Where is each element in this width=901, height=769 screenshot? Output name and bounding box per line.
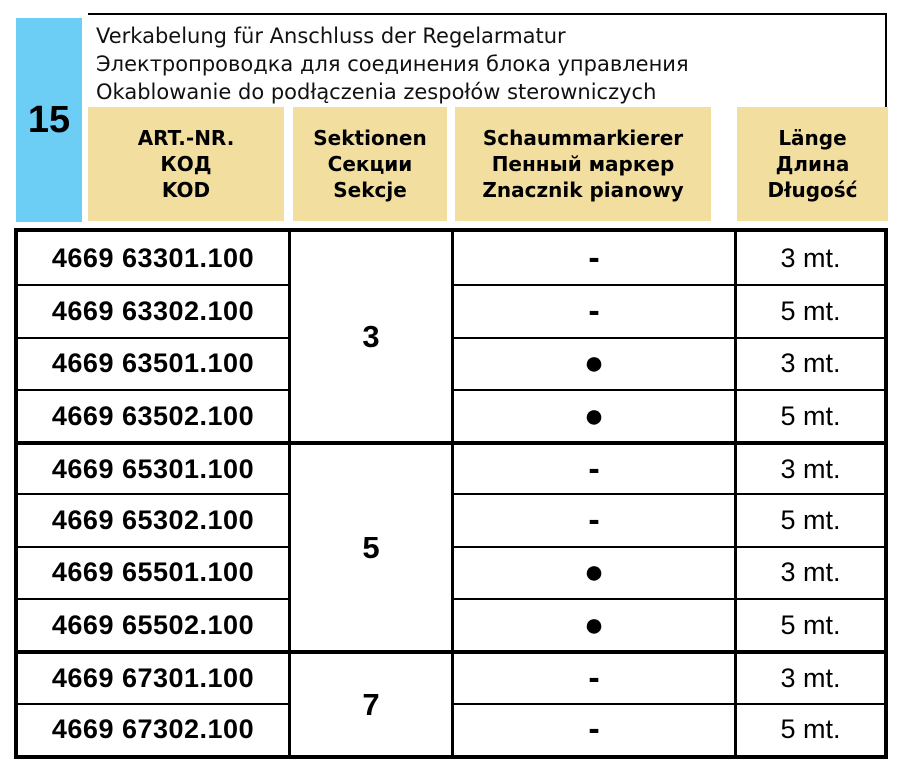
column-header-foam-marker-de: Schaummarkierer xyxy=(482,126,684,150)
foam-marker-cell: ● xyxy=(451,598,734,650)
length-cell: 3 mt. xyxy=(734,232,884,284)
column-header-length xyxy=(737,107,888,221)
column-header-foam-marker-ru: Пенный маркер xyxy=(491,152,675,176)
column-header-sections-pl: Sekcje xyxy=(333,178,407,202)
art-number-cell: 4669 65501.100 xyxy=(18,546,288,598)
length-cell: 3 mt. xyxy=(734,650,884,702)
page-index-tab xyxy=(16,18,82,222)
column-header-sections-de: Sektionen xyxy=(313,126,427,150)
length-cell: 5 mt. xyxy=(734,598,884,650)
column-header-artnr-de: ART.-NR. xyxy=(137,126,235,150)
column-header-sections xyxy=(293,107,447,221)
page-index-number: 15 xyxy=(27,98,71,141)
length-cell: 5 mt. xyxy=(734,284,884,336)
art-number-cell: 4669 63301.100 xyxy=(51,242,255,273)
art-number-cell: 4669 63501.100 xyxy=(18,337,288,389)
art-number-cell: 4669 67302.100 xyxy=(18,703,288,755)
foam-marker-cell: - xyxy=(451,650,734,702)
section-cell: 3 xyxy=(288,232,451,441)
column-header-artnr xyxy=(88,107,284,221)
section-cell: 7 xyxy=(288,650,451,755)
art-number-cell: 4669 63302.100 xyxy=(18,284,288,336)
column-header-foam-marker xyxy=(455,107,711,221)
title-line-de: Verkabelung für Anschluss der Regelarmatur xyxy=(96,24,566,48)
length-cell: 5 mt. xyxy=(734,389,884,441)
section-title-block xyxy=(88,13,887,107)
art-number-cell: 4669 67301.100 xyxy=(18,650,288,702)
column-header-sections-ru: Секции xyxy=(327,152,413,176)
art-number-cell: 4669 65301.100 xyxy=(18,441,288,493)
foam-marker-cell: ● xyxy=(451,337,734,389)
title-line-pl: Okablowanie do podłączenia zespołów sterowniczych xyxy=(96,80,657,104)
section-cell: 5 xyxy=(288,441,451,650)
column-header-artnr-ru: КОД xyxy=(160,152,212,176)
art-number-cell: 4669 65502.100 xyxy=(18,598,288,650)
column-header-length-pl: Długość xyxy=(767,178,858,202)
column-header-length-ru: Длина xyxy=(775,152,850,176)
foam-marker-cell: ● xyxy=(451,389,734,441)
foam-marker-cell: - xyxy=(451,284,734,336)
length-cell: 3 mt. xyxy=(734,337,884,389)
foam-marker-cell: - xyxy=(451,441,734,493)
art-number-cell: 4669 65302.100 xyxy=(18,493,288,545)
foam-marker-cell: - xyxy=(451,703,734,755)
art-number-cell: 4669 63502.100 xyxy=(18,389,288,441)
foam-marker-cell: - xyxy=(451,493,734,545)
foam-marker-cell: - xyxy=(451,232,734,284)
parts-table xyxy=(14,228,888,759)
length-cell: 3 mt. xyxy=(734,441,884,493)
length-cell: 5 mt. xyxy=(734,703,884,755)
length-cell: 3 mt. xyxy=(734,546,884,598)
title-line-ru: Электропроводка для соединения блока управления xyxy=(96,52,689,76)
column-header-foam-marker-pl: Znacznik pianowy xyxy=(482,178,684,202)
foam-marker-cell: ● xyxy=(451,546,734,598)
column-header-length-de: Länge xyxy=(778,126,847,150)
column-header-artnr-pl: KOD xyxy=(161,178,211,202)
length-cell: 5 mt. xyxy=(734,493,884,545)
